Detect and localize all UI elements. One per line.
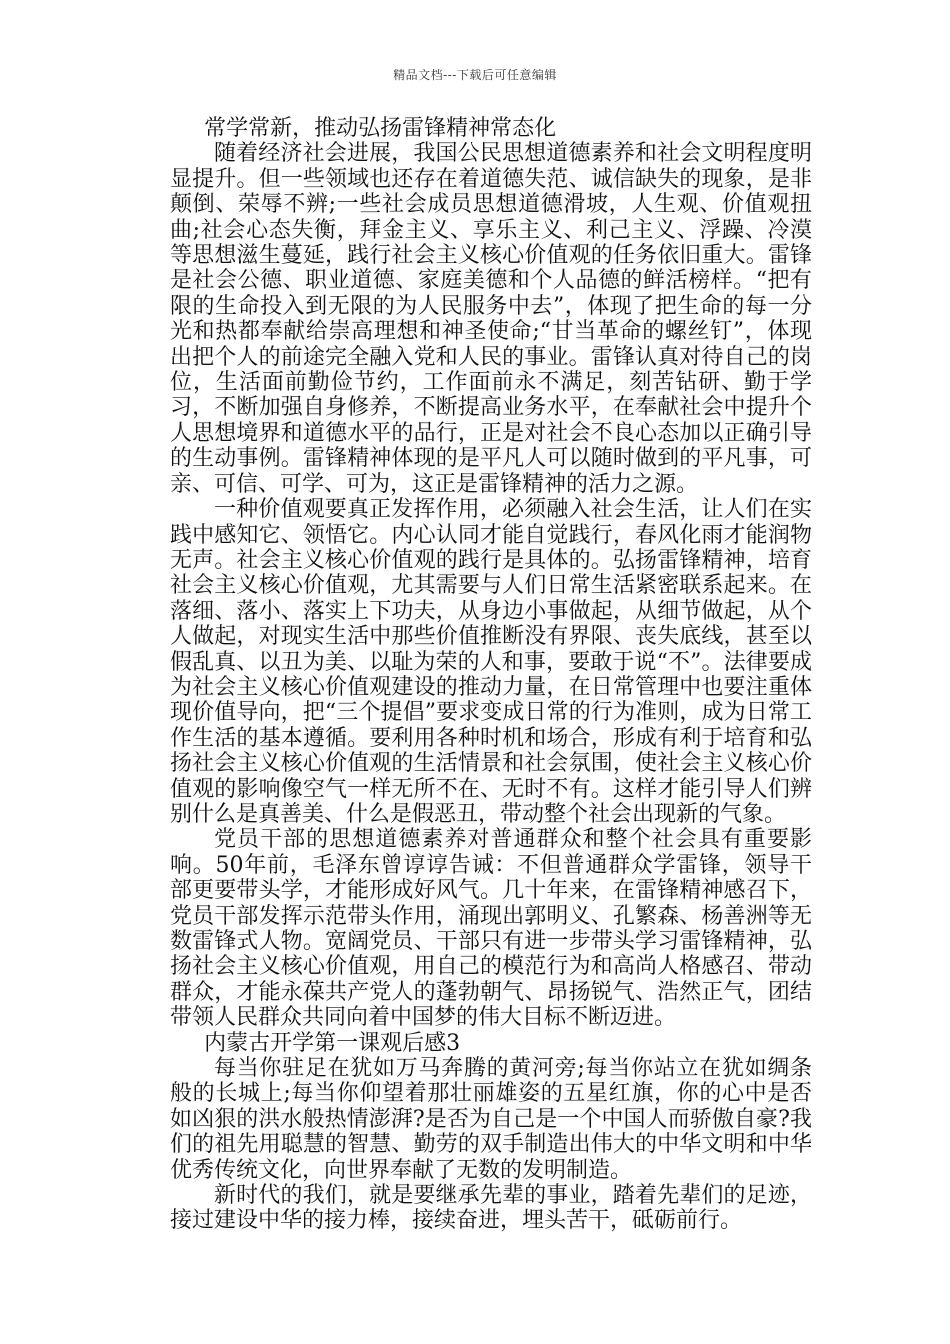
section-title: 内蒙古开学第一课观后感3 (204, 1030, 461, 1056)
section-title: 常学常新，推动弘扬雷锋精神常态化 (204, 116, 557, 141)
document-body (170, 116, 812, 1234)
paragraph: 一种价值观要真正发挥作用，必须融入社会生活，让人们在实践中感知它、领悟它。内心认同才能自觉践行，春风化雨才能润物无声。社会主义核心价值观的践行是具体的。弘扬雷锋精神，培育社会主义核心价值观，尤其需要与人们日常生活紧密联系起来。在落细、落小、落实上下功夫，从身边小事做起，从细节做起，从个人做起，对现实生活中那些价值推断没有界限、丧失底线，甚至以假乱真、以丑为美、以耻为荣的人和事，要敢于说“不”。法律要成为社会主义核心价值观建设的推动力量，在日常管理中也要注重体现价值导向，把“三个提倡”要求变成日常的行为准则，成为日常工作生活的基本遵循。要利用各种时机和场合，形成有利于培育和弘扬社会主义核心价值观的生活情景和社会氛围，使社会主义核心价值观的影响像空气一样无所不在、无时不有。这样才能引导人们辨别什么是真善美、什么是假恶丑，带动整个社会出现新的气象。 (170, 497, 812, 827)
paragraph: 党员干部的思想道德素养对普通群众和整个社会具有重要影响。50年前，毛泽东曾谆谆告诫：不但普通群众学雷锋，领导干部更要带头学，才能形成好风气。几十年来，在雷锋精神感召下，党员干部发挥示范带头作用，涌现出郭明义、孔繁森、杨善洲等无数雷锋式人物。宽阔党员、干部只有进一步带头学习雷锋精神，弘扬社会主义核心价值观，用自己的模范行为和高尚人格感召、带动群众，才能永葆共产党人的蓬勃朝气、昂扬锐气、浩然正气，团结带领人民群众共同向着中国梦的伟大目标不断迈进。 (170, 827, 812, 1031)
paragraph: 随着经济社会进展，我国公民思想道德素养和社会文明程度明显提升。但一些领域也还存在着道德失范、诚信缺失的现象，是非颠倒、荣辱不辨;一些社会成员思想道德滑坡，人生观、价值观扭曲;社会心态失衡，拜金主义、享乐主义、利己主义、浮躁、冷漠等思想滋生蔓延，践行社会主义核心价值观的任务依旧重大。雷锋是社会公德、职业道德、家庭美德和个人品德的鲜活榜样。“把有限的生命投入到无限的为人民服务中去”，体现了把生命的每一分光和热都奉献给崇高理想和神圣使命;“甘当革命的螺丝钉”，体现出把个人的前途完全融入党和人民的事业。雷锋认真对待自己的岗位，生活面前勤俭节约，工作面前永不满足，刻苦钻研、勤于学习，不断加强自身修养，不断提高业务水平，在奉献社会中提升个人思想境界和道德水平的品行，正是对社会不良心态加以正确引导的生动事例。雷锋精神体现的是平凡人可以随时做到的平凡事，可亲、可信、可学、可为，这正是雷锋精神的活力之源。 (170, 141, 812, 497)
page-header: 精品文档---下载后可任意编辑 (393, 68, 557, 82)
paragraph: 每当你驻足在犹如万马奔腾的黄河旁;每当你站立在犹如绸条般的长城上;每当你仰望着那壮丽雄姿的五星红旗，你的心中是否如凶狠的洪水般热情澎湃?是否为自己是一个中国人而骄傲自豪?我们的祖先用聪慧的智慧、勤劳的双手制造出伟大的中华文明和中华优秀传统文化，向世界奉献了无数的发明制造。 (170, 1056, 812, 1183)
paragraph: 新时代的我们，就是要继承先辈的事业，踏着先辈们的足迹，接过建设中华的接力棒，接续奋进，埋头苦干，砥砺前行。 (170, 1183, 812, 1234)
